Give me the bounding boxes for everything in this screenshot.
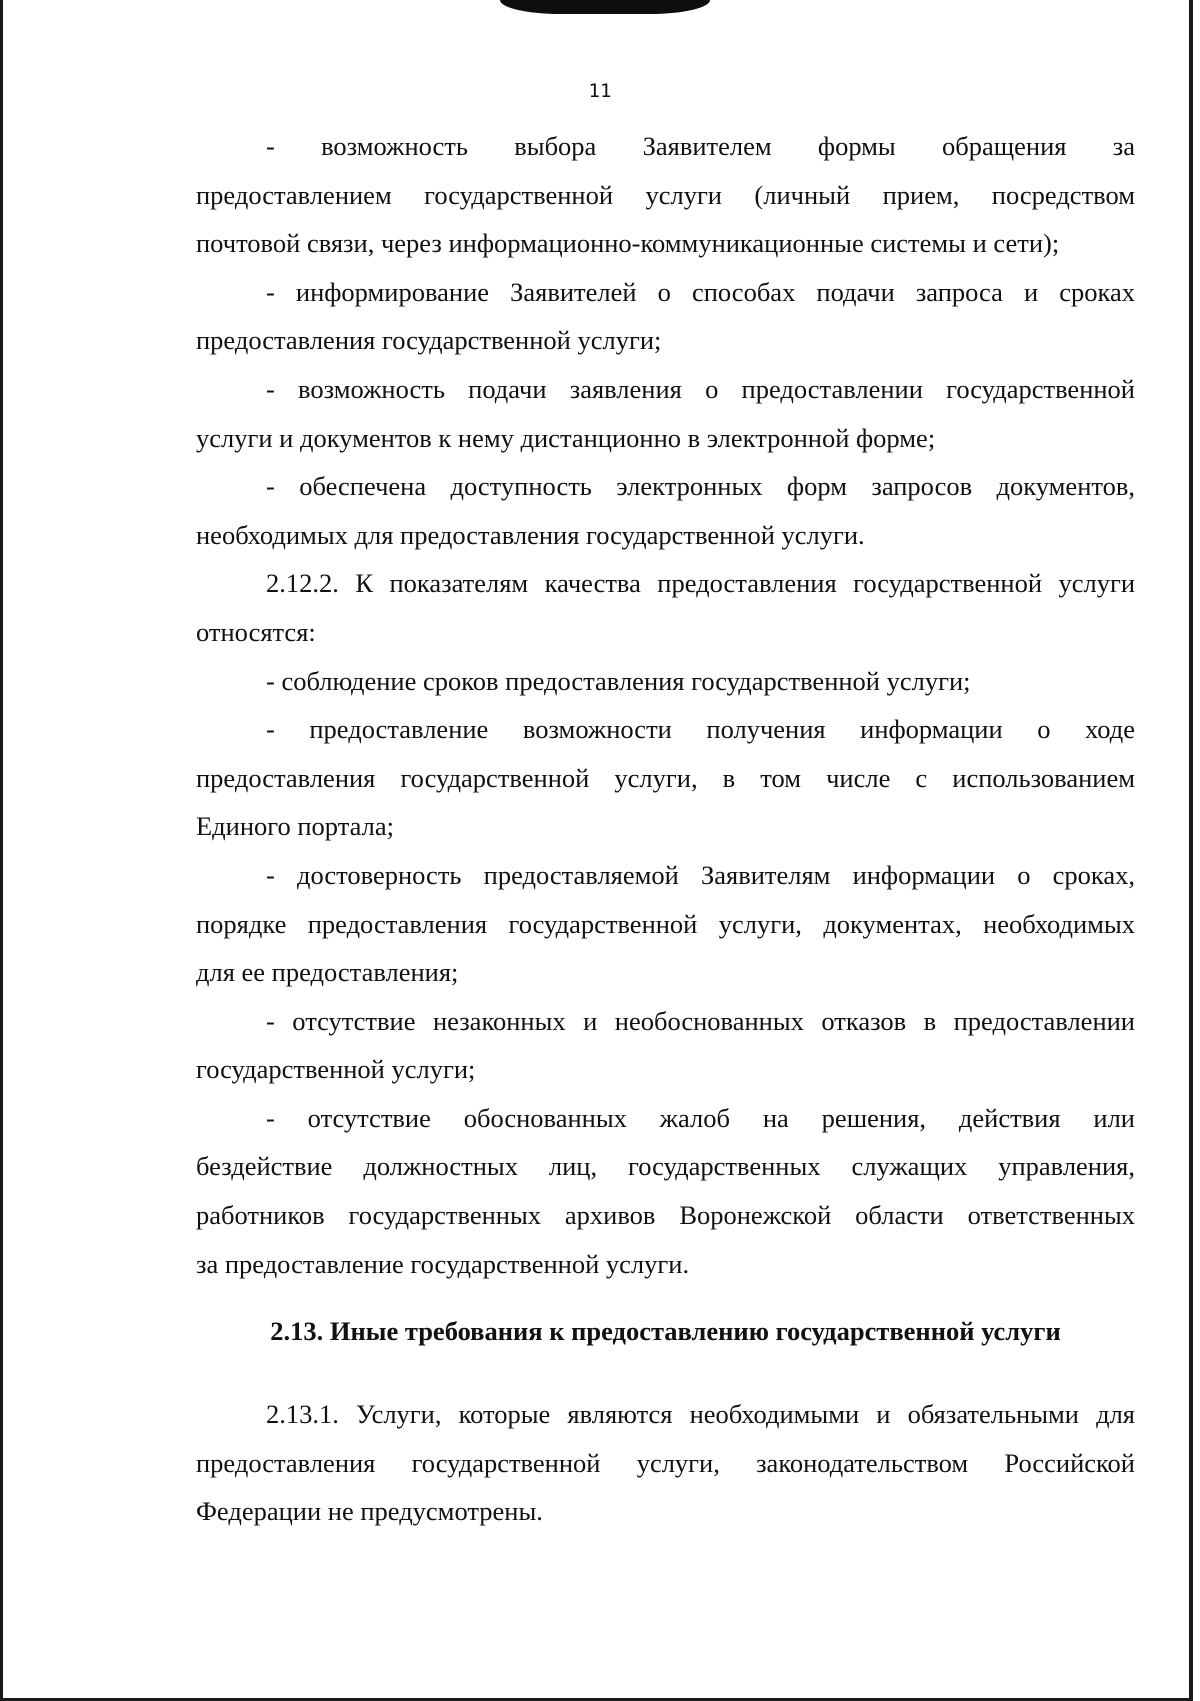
paragraph-line: работников государственных архивов Воронежской области ответственных — [196, 1200, 1135, 1231]
scan-edge-right — [1189, 0, 1193, 1701]
paragraph-line: - обеспечена доступность электронных форм запросов документов, — [266, 471, 1135, 502]
paragraph-line: - информирование Заявителей о способах подачи запроса и сроках — [266, 276, 1135, 307]
section-heading: 2.13. Иные требования к предоставлению государственной услуги — [270, 1316, 1061, 1346]
paragraph-line: - достоверность предоставляемой Заявителям информации о сроках, — [266, 859, 1135, 890]
paragraph-line: - возможность выбора Заявителем формы обращения за — [266, 131, 1135, 161]
paragraph-line: услуги и документов к нему дистанционно в электронной форме; — [196, 422, 936, 453]
paragraph-line: Федерации не предусмотрены. — [196, 1496, 543, 1527]
paragraph-line: 2.12.2. К показателям качества предоставления государственной услуги — [266, 568, 1135, 599]
paragraph-line: необходимых для предоставления государственной услуги. — [196, 519, 865, 550]
paragraph-line: предоставления государственной услуги, в том числе с использованием — [196, 762, 1135, 793]
paragraph-line: порядке предоставления государственной услуги, документах, необходимых — [196, 908, 1135, 939]
section-body-text — [196, 1390, 1135, 1536]
paragraph-line: предоставления государственной услуги, законодательством Российской — [196, 1447, 1135, 1478]
paragraph-line: - отсутствие незаконных и необоснованных отказов в предоставлении — [266, 1005, 1135, 1036]
paragraph-line: почтовой связи, через информационно-коммуникационные системы и сети); — [196, 228, 1060, 259]
scan-artifact — [500, 0, 710, 14]
paragraph-line: - возможность подачи заявления о предоставлении государственной — [266, 373, 1135, 404]
body-text — [196, 122, 1135, 1288]
paragraph-line: предоставления государственной услуги; — [196, 325, 662, 356]
paragraph-line: - отсутствие обоснованных жалоб на решения, действия или — [266, 1102, 1135, 1133]
paragraph-line: государственной услуги; — [196, 1054, 476, 1085]
paragraph-line: - соблюдение сроков предоставления государственной услуги; — [266, 665, 971, 696]
paragraph-line: бездействие должностных лиц, государственных служащих управления, — [196, 1151, 1135, 1182]
paragraph-line: за предоставление государственной услуги. — [196, 1248, 690, 1279]
paragraph-line: для ее предоставления; — [196, 957, 459, 988]
paragraph-line: Единого портала; — [196, 811, 394, 842]
paragraph-line: - предоставление возможности получения информации о ходе — [266, 714, 1135, 745]
scan-edge-left — [0, 0, 3, 1701]
page-number: 11 — [588, 80, 612, 102]
paragraph-line: относятся: — [196, 616, 316, 647]
paragraph-line: предоставлением государственной услуги (личный прием, посредством — [196, 179, 1135, 210]
paragraph-line: 2.13.1. Услуги, которые являются необходимыми и обязательными для — [266, 1399, 1135, 1429]
